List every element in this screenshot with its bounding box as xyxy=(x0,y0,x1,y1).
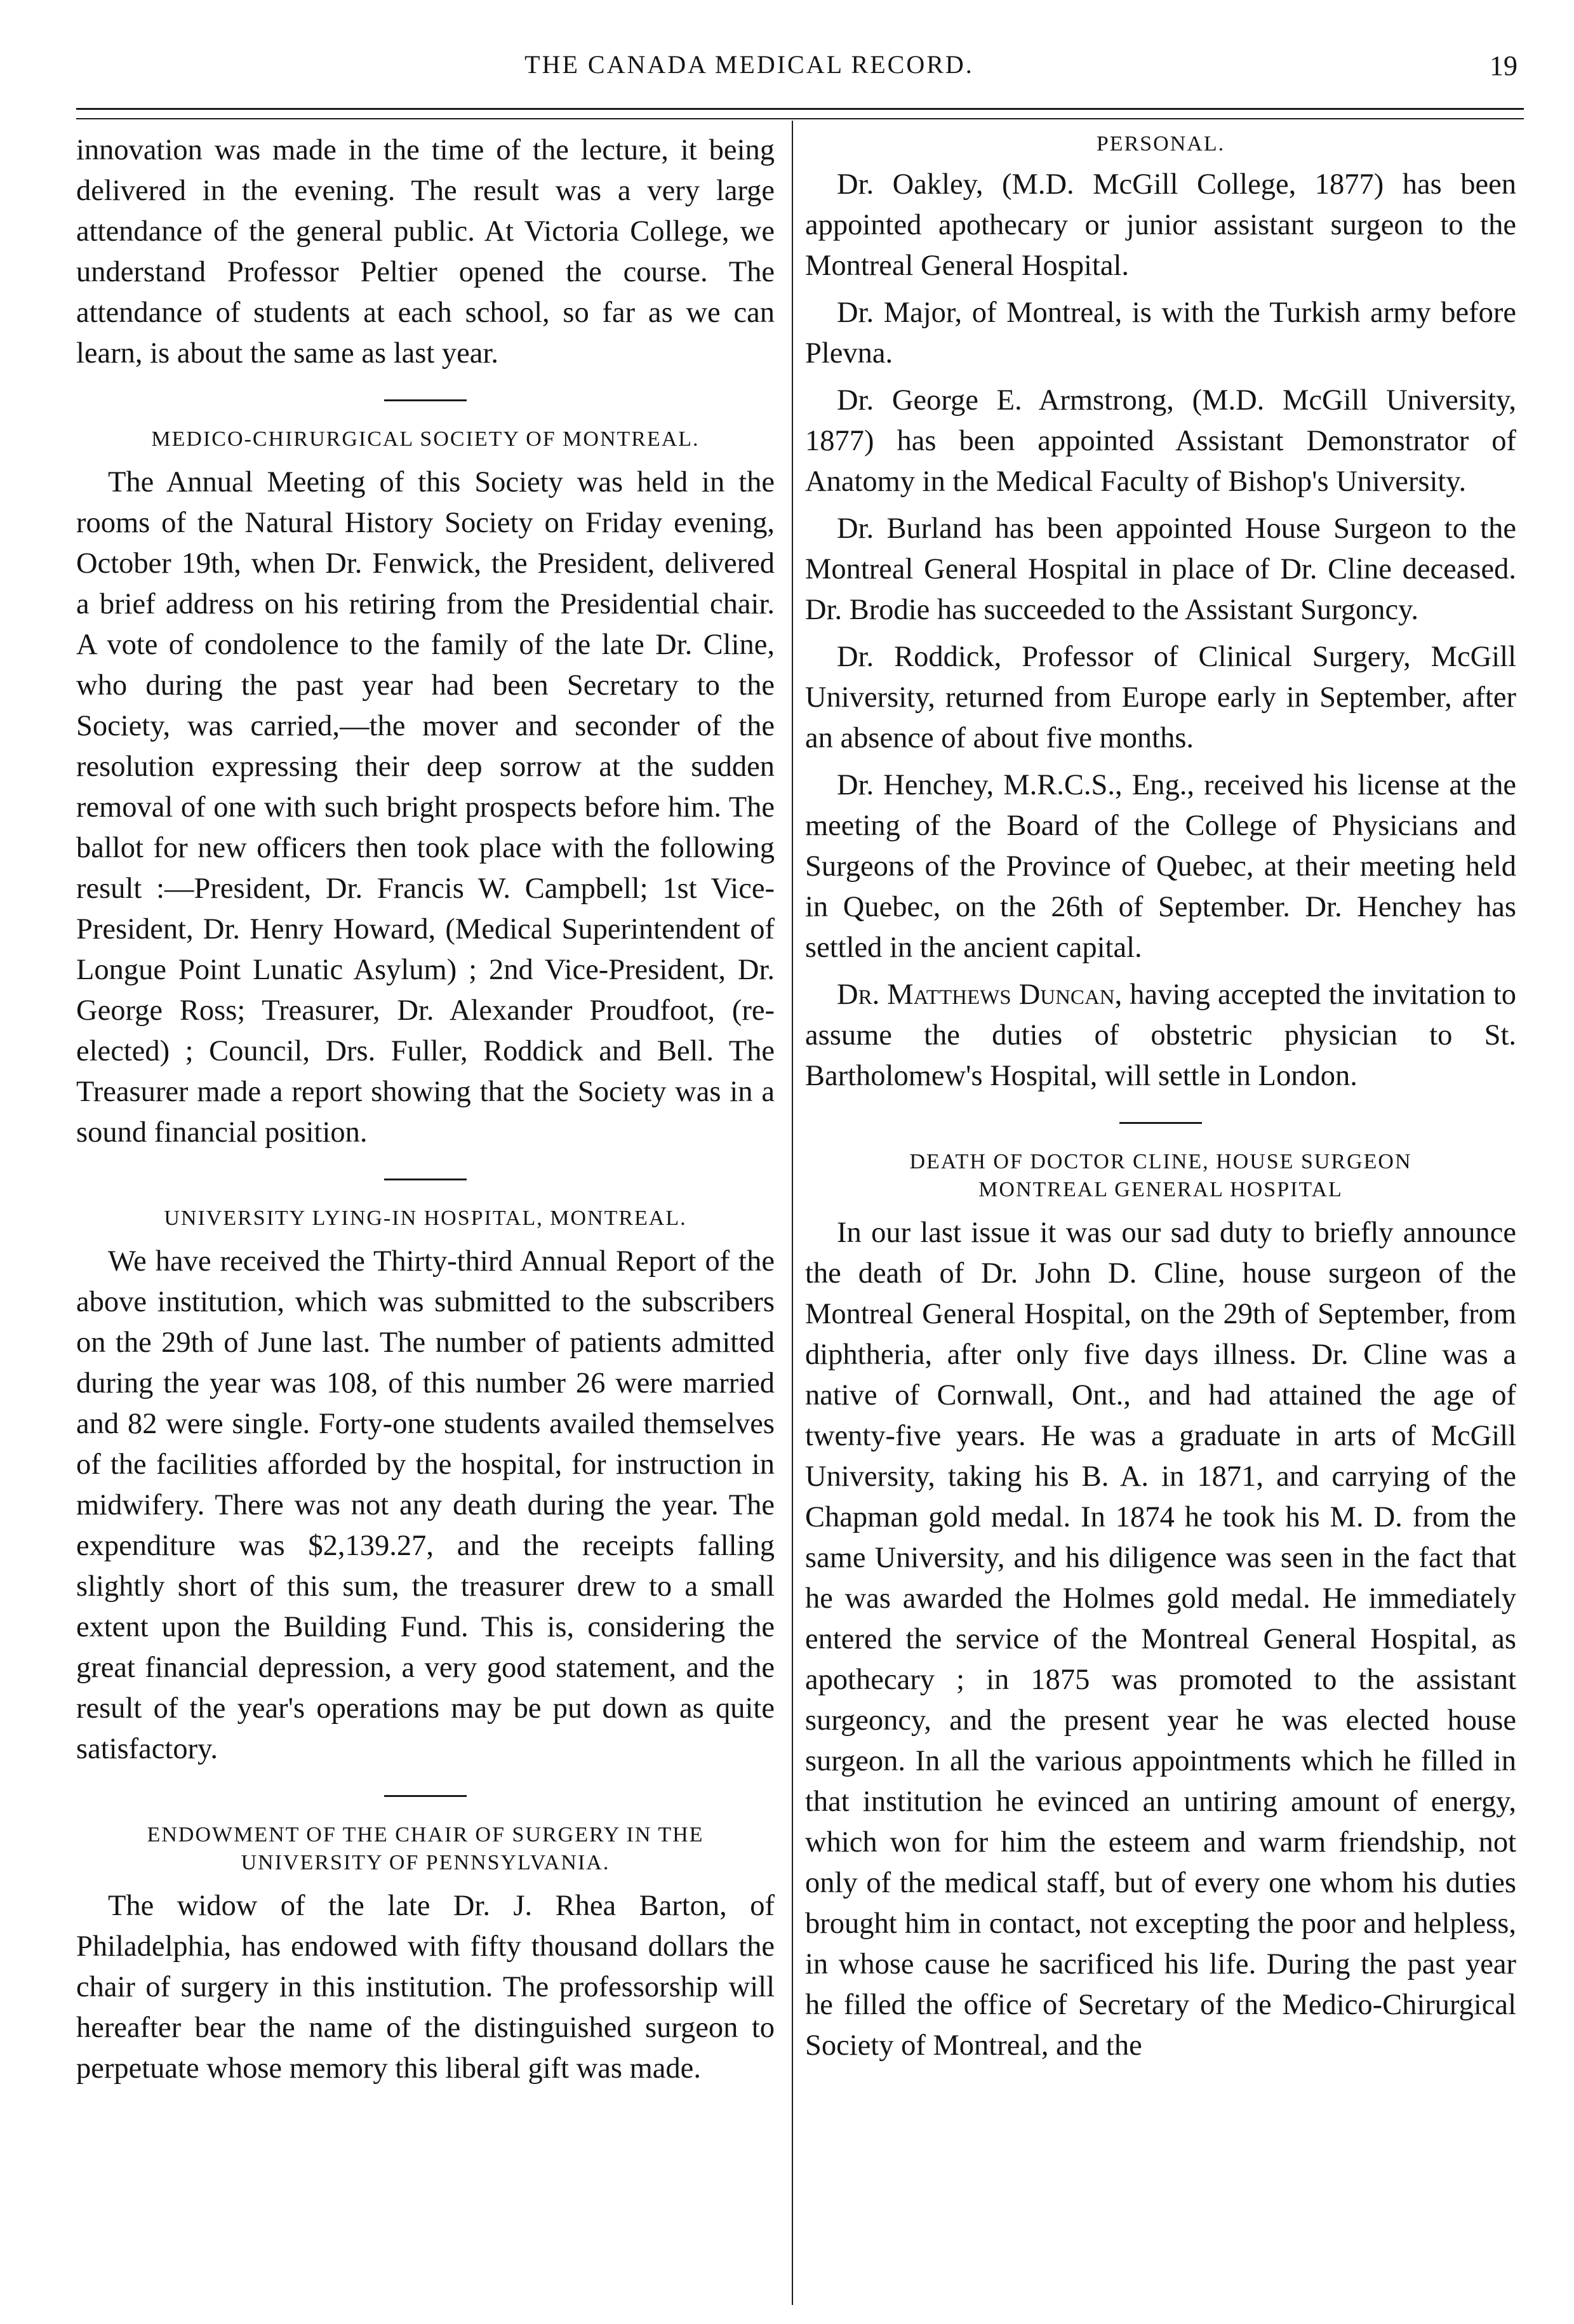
running-head xyxy=(0,50,1574,100)
personal-item: Dr. Burland has been appointed House Surgeon to the Montreal General Hospital in place of Dr. Cline deceased. Dr. Brodie has succeeded to the Assistant Surgoncy. xyxy=(805,512,1516,626)
personal-item-duncan xyxy=(805,975,1516,1097)
lying-in-heading: UNIVERSITY LYING-IN HOSPITAL, MONTREAL. xyxy=(164,1206,687,1230)
personal-item: Dr. Henchey, M.R.C.S., Eng., received his license at the meeting of the Board of the College of Physicians and Surgeons of the Province of Quebec, at their meeting held in Quebec, on the 26th of September. Dr. Henchey has settled in the ancient capital. xyxy=(805,769,1516,964)
header-rule xyxy=(76,108,1524,110)
medico-chirurgical-body: The Annual Meeting of this Society was held in the rooms of the Natural History Society on Friday evening, October 19th, when Dr. Fenwick, the President, delivered a brief address on his retiring from the Presidential chair. A vote of condolence to the family of the late Dr. Cline, who during the past year had been Secretary to the Society, was carried,—the mover and seconder of the resolution expressing their deep sorrow at the sudden removal of one with such bright prospects before him. The ballot for new officers then took place with the following result :—President, Dr. Francis W. Campbell; 1st Vice-President, Dr. Henry Howard, (Medical Superintendent of Longue Point Lunatic Asylum) ; 2nd Vice-President, Dr. George Ross; Treasurer, Dr. Alexander Proudfoot, (re-elected) ; Council, Drs. Fuller, Roddick and Bell. The Treasurer made a report showing that the Society was in a sound financial position. xyxy=(76,466,775,1149)
right-column xyxy=(805,130,1516,2066)
endowment-heading-line2: UNIVERSITY OF PENNSYLVANIA. xyxy=(241,1851,610,1874)
section-separator xyxy=(384,399,467,401)
personal-item: Dr. George E. Armstrong, (M.D. McGill University, 1877) has been appointed Assistant Demonstrator of Anatomy in the Medical Faculty of Bishop's University. xyxy=(805,384,1516,498)
lying-in-body: We have received the Thirty-third Annual Report of the above institution, which was submitted to the subscribers on the 29th of June last. The number of patients admitted during the year was 108, of this number 26 were married and 82 were single. Forty-one students availed themselves of the facilities afforded by the hospital, for instruction in midwifery. There was not any death during the year. The expenditure was $2,139.27, and the receipts falling slightly short of this sum, the treasurer drew to a small extent upon the Building Fund. This is, considering the great financial depression, a very good statement, and the result of the year's operations may be put down as quite satisfactory. xyxy=(76,1245,775,1765)
section-separator xyxy=(384,1179,467,1180)
personal-item: Dr. Oakley, (M.D. McGill College, 1877) has been appointed apothecary or junior assistant surgeon to the Montreal General Hospital. xyxy=(805,168,1516,282)
header-rule-secondary xyxy=(76,118,1524,119)
death-cline-heading-line1: DEATH OF DOCTOR CLINE, HOUSE SURGEON xyxy=(909,1150,1412,1173)
death-cline-body: In our last issue it was our sad duty to briefly announce the death of Dr. John D. Cline, house surgeon of the Montreal General Hospital, on the 29th of September, from diphtheria, after only five days illness. Dr. Cline was a native of Cornwall, Ont., and had attained the age of twenty-five years. He was a graduate in arts of McGill University, taking his B. A. in 1871, and carrying of the Chapman gold medal. In 1874 he took his M. D. from the same University, and his diligence was seen in the fact that he was awarded the Holmes gold medal. He immediately entered the service of the Montreal General Hospital, as apothecary ; in 1875 was promoted to the assistant surgeoncy, and the present year he was elected house surgeon. In all the various appointments which he filled in that institution he evinced an untiring amount of energy, which won for him the esteem and warm friendship, not only of the medical staff, but of every one whom his duties brought him in contact, not excepting the poor and helpless, in whose cause he sacrificed his life. During the past year he filled the office of Secretary of the Medico-Chirurgical Society of Montreal, and the xyxy=(805,1217,1516,2062)
page-number: 19 xyxy=(1490,50,1517,81)
section-separator xyxy=(1119,1122,1202,1124)
duncan-text: having accepted the invitation to assume the duties of obstetric physician to St. Bartholomew's Hospital, will settle in London. xyxy=(805,978,1516,1092)
personal-item: Dr. Roddick, Professor of Clinical Surgery, McGill University, returned from Europe early in September, after an absence of about five months. xyxy=(805,641,1516,754)
intro-paragraph: innovation was made in the time of the lecture, it being delivered in the evening. The result was a very large attendance of the general public. At Victoria College, we understand Professor Peltier opened the course. The attendance of students at each school, so far as we can learn, is about the same as last year. xyxy=(76,134,775,370)
death-cline-heading-line2: MONTREAL GENERAL HOSPITAL xyxy=(978,1178,1343,1201)
column-divider xyxy=(792,121,793,2305)
endowment-heading-line1: ENDOWMENT OF THE CHAIR OF SURGERY IN THE xyxy=(147,1823,704,1847)
running-title: THE CANADA MEDICAL RECORD. xyxy=(524,50,974,79)
endowment-body: The widow of the late Dr. J. Rhea Barton, of Philadelphia, has endowed with fifty thousand dollars the chair of surgery in this institution. The professorship will hereafter bear the name of the distinguished surgeon to perpetuate whose memory this liberal gift was made. xyxy=(76,1890,775,2085)
personal-item: Dr. Major, of Montreal, is with the Turkish army before Plevna. xyxy=(805,297,1516,370)
section-separator xyxy=(384,1795,467,1797)
personal-heading: PERSONAL. xyxy=(1096,132,1225,156)
left-column xyxy=(76,130,775,2089)
duncan-name: Dr. Matthews Duncan, xyxy=(837,978,1123,1011)
medico-chirurgical-heading: MEDICO-CHIRURGICAL SOCIETY OF MONTREAL. xyxy=(151,427,700,451)
